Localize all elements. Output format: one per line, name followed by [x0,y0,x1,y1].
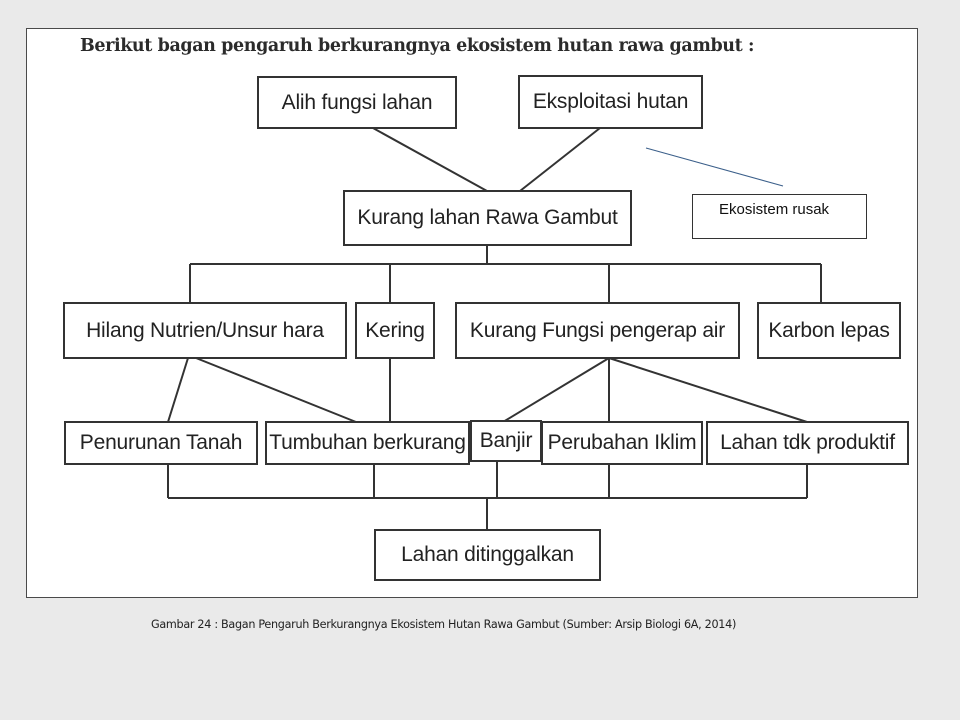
node-banjir: Banjir [470,420,542,462]
node-kurang-lahan-rawa-gambut: Kurang lahan Rawa Gambut [343,190,632,246]
node-tumbuhan-berkurang: Tumbuhan berkurang [265,421,470,465]
connector-hilang-to-tumbuhan [196,358,356,422]
node-hilang-nutrien: Hilang Nutrien/Unsur hara [63,302,347,359]
diagram-heading: Berikut bagan pengaruh berkurangnya ekosistem hutan rawa gambut : [80,36,755,56]
node-alih-fungsi-lahan: Alih fungsi lahan [257,76,457,129]
node-penurunan-tanah: Penurunan Tanah [64,421,258,465]
connector-kurangfungsi-to-banjir [503,358,609,422]
node-kering: Kering [355,302,435,359]
node-eksploitasi-hutan: Eksploitasi hutan [518,75,703,129]
connector-alih-to-kurang [373,128,487,191]
connector-kurangfungsi-to-lahan-tdk [609,358,807,422]
node-lahan-ditinggalkan: Lahan ditinggalkan [374,529,601,581]
note-pointer-line [646,148,783,186]
connector-eksploitasi-to-kurang [520,128,600,191]
note-ekosistem-rusak: Ekosistem rusak [692,194,867,239]
node-lahan-tdk-produktif: Lahan tdk produktif [706,421,909,465]
node-karbon-lepas: Karbon lepas [757,302,901,359]
connector-hilang-to-penurunan [168,358,188,422]
node-perubahan-iklim: Perubahan Iklim [541,421,703,465]
figure-caption: Gambar 24 : Bagan Pengaruh Berkurangnya Ekosistem Hutan Rawa Gambut (Sumber: Arsip Biologi 6A, 2014) [151,618,737,631]
node-kurang-fungsi-pengerap-air: Kurang Fungsi pengerap air [455,302,740,359]
